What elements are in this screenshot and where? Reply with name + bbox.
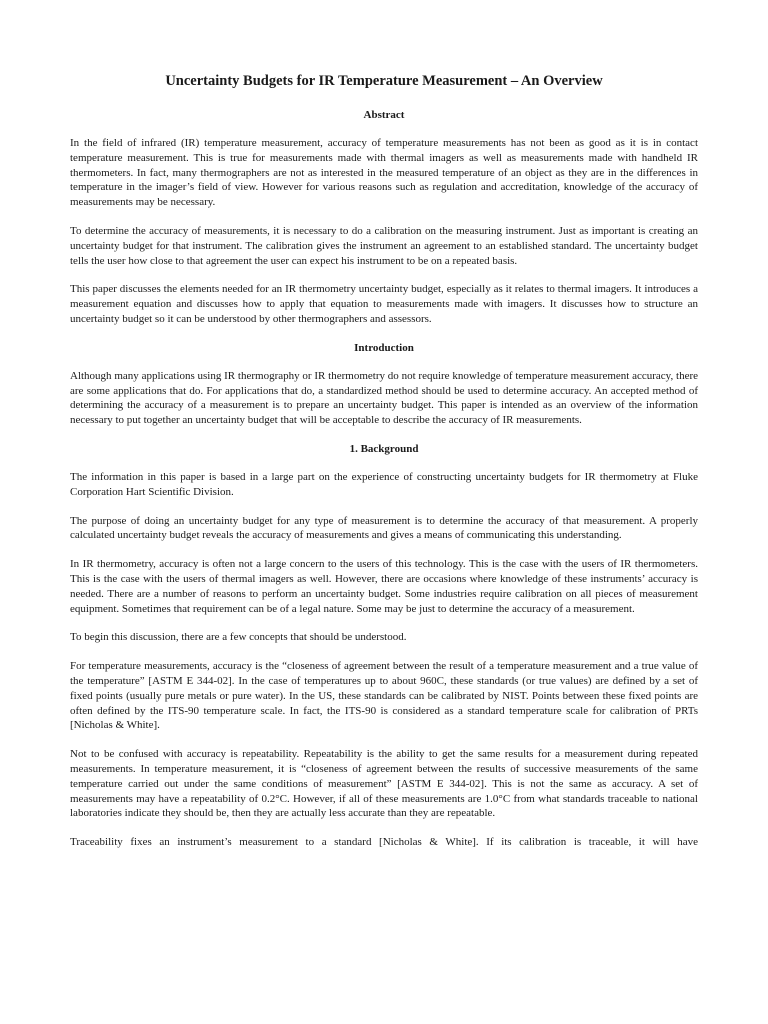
background-heading: 1. Background [349,442,419,455]
abstract-paragraph: To determine the accuracy of measurements, it is necessary to do a calibration on the measuring instrument. Just as important is creating an uncertainty budget for that instrument. The calibration gives the instrument an agreement to an established standard. The uncertainty budget tells the user how close to that agreement the user can expect his instrument to be on a repeated basis. [70,224,698,267]
abstract-heading: Abstract [363,109,405,121]
introduction-paragraph: Although many applications using IR thermography or IR thermometry do not require knowledge of temperature measurement accuracy, there are some applications that do. For applications that do, a standardized method should be used to determine accuracy. An accepted method of determining the accuracy of a measurement is to prepare an uncertainty budget. This paper is intended as an overview of the information necessary to put together an uncertainty budget that will be acceptable to describe the accuracy of IR measurements. [70,369,698,427]
background-paragraph: Not to be confused with accuracy is repeatability. Repeatability is the ability to get the same results for a measurement during repeated measurements. In temperature measurement, it is “closeness of agreement between the results of successive measurements of the same temperature carried out under the same conditions of measurement” [ASTM E 344-02]. This is not the same as accuracy. A set of measurements may have a repeatability of 0.2°C. However, if all of these measurements are 1.0°C from what standards traceable to national laboratories indicate they should be, then they are actually less accurate than they are repeatable. [70,748,698,820]
introduction-heading: Introduction [354,341,414,354]
abstract-paragraph: This paper discusses the elements needed for an IR thermometry uncertainty budget, especially as it relates to thermal imagers. It introduces a measurement equation and discusses how to apply that equation to measurements made with imagers. It discusses how to structure an uncertainty budget so it can be understood by other thermographers and assessors. [70,283,698,325]
document-page [70,72,698,850]
background-paragraph: The information in this paper is based in a large part on the experience of constructing uncertainty budgets for IR thermometry at Fluke Corporation Hart Scientific Division. [70,470,698,498]
background-paragraph: To begin this discussion, there are a few concepts that should be understood. [70,631,407,644]
background-paragraph: For temperature measurements, accuracy is the “closeness of agreement between the result of a temperature measurement and a true value of the temperature” [ASTM E 344-02]. In the case of temperatures up to about 960C, these standards (or true values) are defined by a set of fixed points (usually pure metals or pure water). In the US, these standards can be calibrated by NIST. Points between these fixed points are often defined by the ITS-90 temperature scale. In fact, the ITS-90 is considered as a standard temperature scale for calibration of PRTs [Nicholas & White]. [70,660,698,732]
abstract-paragraph: In the field of infrared (IR) temperature measurement, accuracy of temperature measurements has not been as good as it is in contact temperature measurement. This is true for measurements made with thermal imagers as well as measurements made with handheld IR thermometers. In fact, many thermographers are not as interested in the measured temperature of an object as they are in the differences in temperature in the imager’s field of view. However for various reasons such as regulation and accreditation, knowledge of the accuracy of measurements may be necessary. [70,137,698,209]
document-title: Uncertainty Budgets for IR Temperature Measurement – An Overview [165,73,603,89]
trailing-paragraph-line: Traceability fixes an instrument’s measurement to a standard [Nicholas & White]. If its calibration is traceable, it will have [70,836,698,849]
background-paragraph: In IR thermometry, accuracy is often not a large concern to the users of this technology. This is the case with the users of IR thermometers. This is the case with the users of thermal imagers as well. However, there are occasions where knowledge of these instruments’ accuracy is needed. There are a number of reasons to perform an uncertainty budget. Some industries require calibration on all pieces of measurement equipment. Sometimes that requirement can be of a legal nature. Some may be just to determine the accuracy of a measurement. [70,558,698,615]
background-paragraph: The purpose of doing an uncertainty budget for any type of measurement is to determine the accuracy of that measurement. A properly calculated uncertainty budget reveals the accuracy of measurements and gives a means of communicating this understanding. [70,514,698,542]
